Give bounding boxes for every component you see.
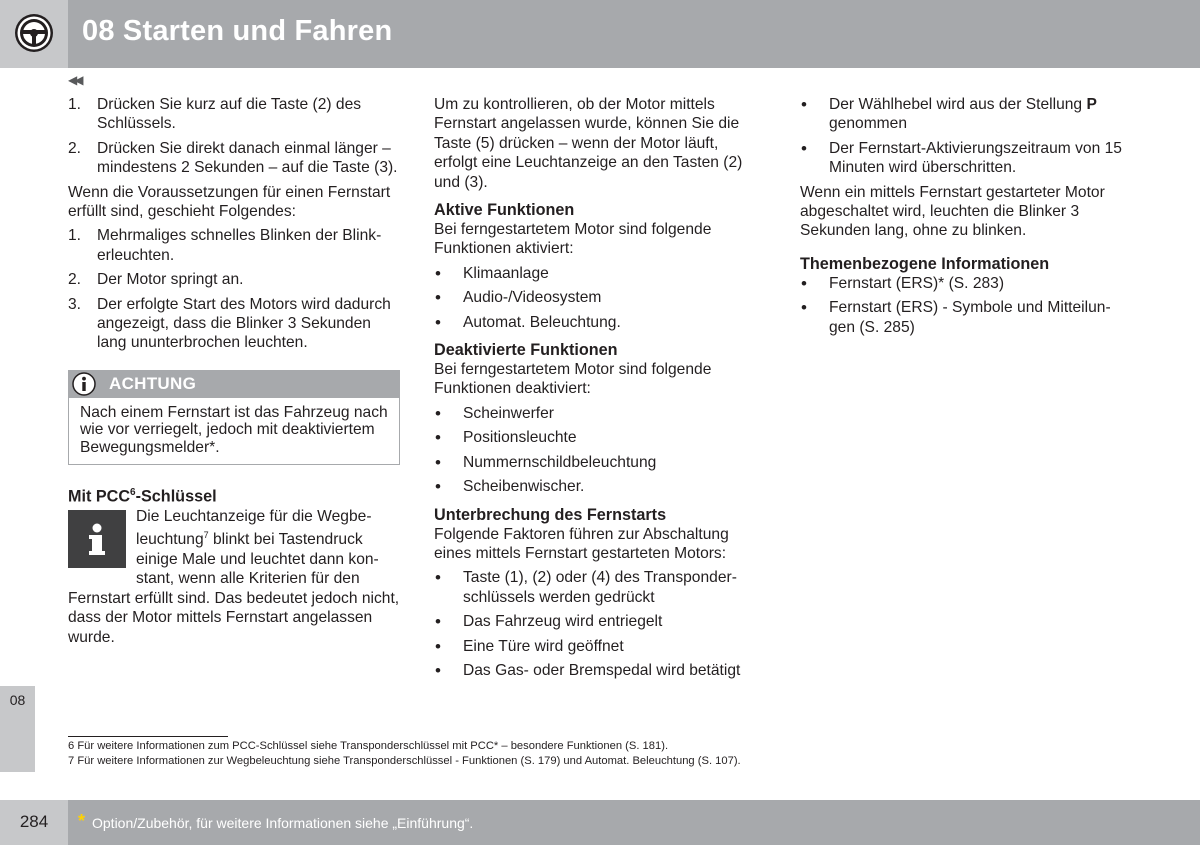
- section-heading: Aktive Funktionen: [434, 201, 575, 220]
- list-item: • Das Fahrzeug wird entriegelt: [434, 612, 764, 631]
- heading-text: -Schlüssel: [135, 487, 217, 506]
- info-glyph: [68, 510, 126, 568]
- related-link[interactable]: • Fernstart (ERS)* (S. 283): [800, 274, 1130, 293]
- footnote-ref[interactable]: 7: [203, 530, 209, 541]
- footer-star: *: [78, 811, 86, 831]
- back-arrows-icon[interactable]: ◀◀: [68, 73, 81, 87]
- bullet-list: [434, 568, 764, 680]
- step-text: Der Motor springt an.: [97, 271, 244, 289]
- footnote-7: 7 Für weitere Informationen zur Wegbeleuchtung siehe Transponderschlüssel - Funktionen (S. 179) und Automat. Beleuchtung (S. 107).: [68, 755, 741, 767]
- list-item: [68, 226, 400, 265]
- paragraph-text: Die Leuchtanzeige für die Wegbeleuchtung: [136, 507, 372, 549]
- steps-list-a: [68, 95, 400, 178]
- list-item: • Scheinwerfer: [434, 404, 764, 423]
- warning-box: [68, 370, 400, 465]
- list-item: • Taste (1), (2) oder (4) des Transponderschlüssels werden gedrückt: [434, 568, 764, 607]
- list-item: • Eine Türe wird geöffnet: [434, 637, 764, 656]
- section-heading: Deaktivierte Funktionen: [434, 341, 618, 360]
- list-item: • Klimaanlage: [434, 264, 764, 283]
- section-heading: Unterbrechung des Fernstarts: [434, 505, 667, 524]
- warning-title: ACHTUNG: [109, 373, 197, 393]
- item-text: genommen: [829, 115, 908, 133]
- list-item: • Scheibenwischer.: [434, 477, 764, 496]
- bullet-list: [434, 404, 764, 497]
- list-item: [68, 295, 400, 353]
- column-1: [68, 95, 400, 647]
- footnote-ref[interactable]: 6: [130, 487, 136, 499]
- step-number: 1.: [68, 227, 82, 245]
- related-link[interactable]: • Fernstart (ERS) - Symbole und Mitteilungen (S. 285): [800, 298, 1130, 337]
- step-text: Drücken Sie direkt danach einmal länger – mindestens 2 Sekunden – auf die Taste (3).: [97, 139, 398, 177]
- step-number: 3.: [68, 295, 82, 313]
- step-text: Der erfolgte Start des Motors wird dadurch angezeigt, dass die Blinker 3 Sekunden lang ununterbrochen leuchten.: [97, 295, 391, 352]
- footnote-divider: [68, 736, 228, 737]
- bullet-list: [434, 264, 764, 332]
- steps-list-b: [68, 226, 400, 352]
- list-item: • Positionsleuchte: [434, 428, 764, 447]
- list-item: [68, 139, 400, 178]
- related-links-list: [800, 274, 1130, 337]
- list-item: [68, 95, 400, 134]
- list-item: [800, 95, 1130, 134]
- list-item: [68, 270, 400, 289]
- chapter-title: 08 Starten und Fahren: [82, 15, 393, 47]
- paragraph: Folgende Faktoren führen zur Abschaltung eines mittels Fernstart gestarteten Motors:: [434, 525, 729, 562]
- list-item: • Automat. Beleuchtung.: [434, 313, 764, 332]
- list-item: • Audio-/Videosystem: [434, 288, 764, 307]
- paragraph: Bei ferngestartetem Motor sind folgende Funktionen deaktiviert:: [434, 361, 712, 398]
- step-number: 2.: [68, 271, 82, 289]
- item-text: Der Wählhebel wird aus der Stellung: [829, 96, 1087, 113]
- paragraph: Wenn die Voraussetzungen für einen Fernstart erfüllt sind, geschieht Folgendes:: [68, 183, 391, 221]
- chapter-icon-box: [0, 0, 68, 68]
- list-item: • Das Gas- oder Bremspedal wird betätigt: [434, 661, 764, 680]
- list-item: • Der Fernstart-Aktivierungszeitraum von 15 Minuten wird überschritten.: [800, 139, 1130, 178]
- step-number: 2.: [68, 139, 82, 157]
- page-number: 284: [19, 812, 49, 831]
- steering-wheel-icon: [14, 13, 54, 53]
- footnote-6: 6 Für weitere Informationen zum PCC-Schlüssel siehe Transponderschlüssel mit PCC* – besondere Funktionen (S. 181).: [68, 740, 669, 752]
- warning-text: Nach einem Fernstart ist das Fahrzeug nach wie vor verriegelt, jedoch mit deaktiviertem Bewegungsmelder*.: [80, 403, 388, 456]
- chapter-tab-label: 08: [9, 692, 26, 708]
- pcc-block: [68, 507, 400, 647]
- paragraph-text: blinkt bei Tastendruck einige Male und leuchtet dann konstant, wenn alle Kriterien für den Fernstart erfüllt sind. Das bedeutet jedoch nicht, dass der Motor mittels Fernstart angelassen wurde.: [68, 531, 400, 646]
- paragraph: Bei ferngestartetem Motor sind folgende Funktionen aktiviert:: [434, 221, 712, 258]
- step-text: Drücken Sie kurz auf die Taste (2) des Schlüssels.: [97, 96, 362, 133]
- section-heading: [68, 483, 400, 507]
- info-circle-icon: [72, 372, 96, 396]
- gear-position: P: [1086, 96, 1097, 113]
- section-heading: Themenbezogene Informationen: [800, 254, 1050, 273]
- info-square-icon: [68, 510, 126, 568]
- column-2: [434, 95, 764, 685]
- paragraph: Um zu kontrollieren, ob der Motor mittels Fernstart angelassen wurde, können Sie die Taste (5) drücken – wenn der Motor läuft, erfolgt eine Leuchtanzeige an den Tasten (2) und (3).: [434, 96, 743, 191]
- warning-header: [69, 371, 399, 398]
- heading-text: Mit PCC: [68, 487, 131, 506]
- bullet-list: [800, 95, 1130, 178]
- step-text: Mehrmaliges schnelles Blinken der Blinkerleuchten.: [97, 227, 382, 264]
- list-item: • Nummernschildbeleuchtung: [434, 453, 764, 472]
- step-number: 1.: [68, 96, 82, 113]
- column-3: [800, 95, 1130, 342]
- footer-text: Option/Zubehör, für weitere Informationen siehe „Einführung“.: [92, 815, 474, 831]
- paragraph: Wenn ein mittels Fernstart gestarteter Motor abgeschaltet wird, leuchten die Blinker 3 Sekunden lang, ohne zu blinken.: [800, 183, 1105, 240]
